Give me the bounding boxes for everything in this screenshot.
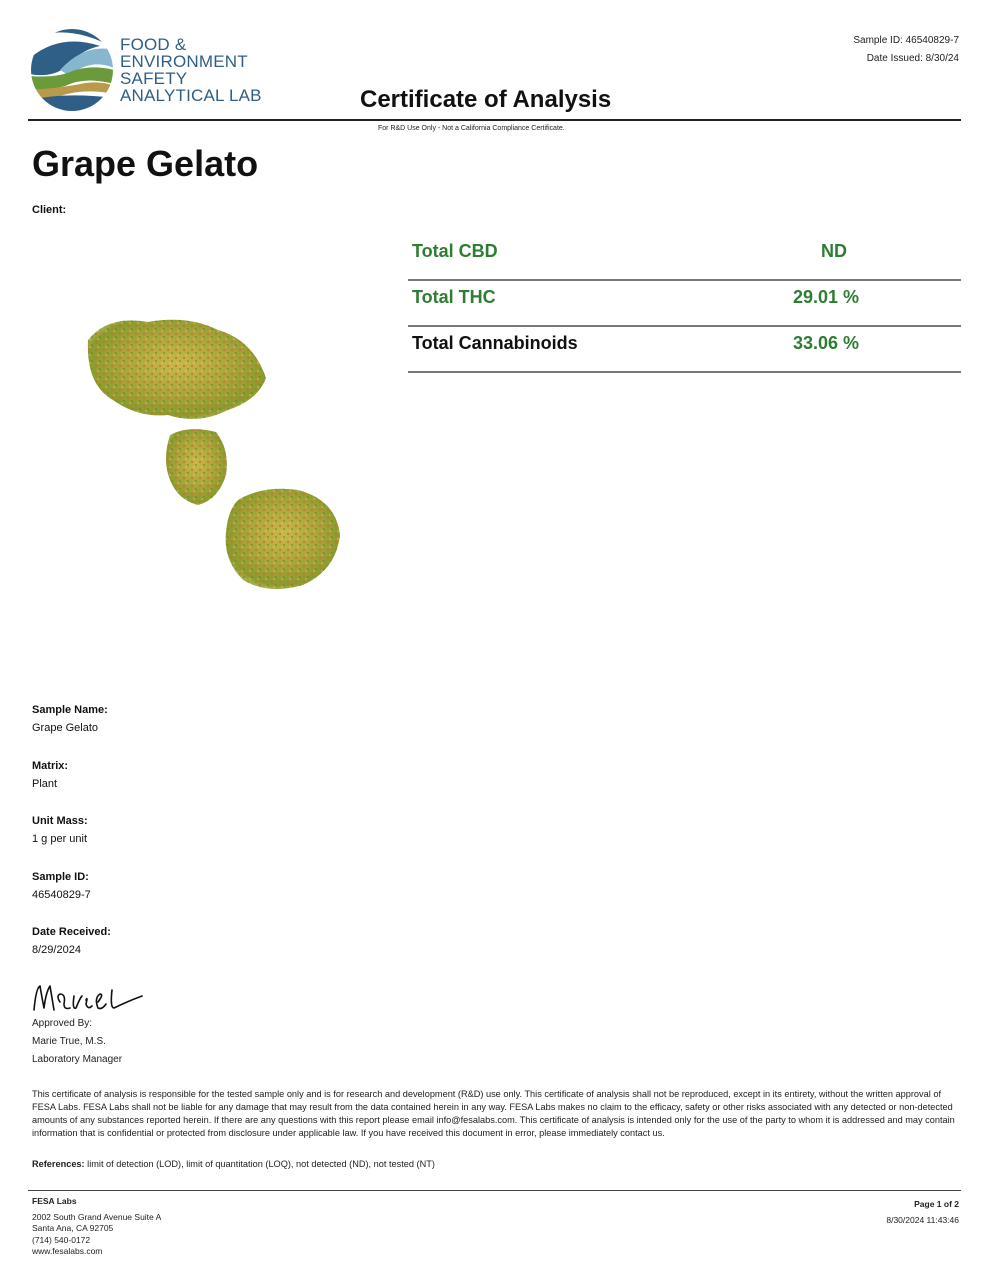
field-value: 8/29/2024 xyxy=(32,944,81,956)
product-name: Grape Gelato xyxy=(32,143,259,184)
summary-row-total-thc xyxy=(408,281,961,327)
header-divider xyxy=(28,119,961,121)
footer-page-info xyxy=(886,1196,959,1228)
summary-row-total-cannabinoids xyxy=(408,327,961,373)
document-title: Certificate of Analysis xyxy=(360,86,612,113)
summary-value: 33.06 % xyxy=(793,333,860,353)
field-value: 46540829-7 xyxy=(32,889,91,901)
logo-line: FOOD & xyxy=(120,35,187,54)
footer-timestamp: 8/30/2024 11:43:46 xyxy=(886,1215,959,1225)
sample-id-field xyxy=(32,868,91,904)
references xyxy=(32,1159,435,1169)
lab-logo xyxy=(30,28,270,114)
sample-name-field xyxy=(32,701,108,737)
logo-line: SAFETY xyxy=(120,69,188,88)
address-line: www.fesalabs.com xyxy=(32,1246,103,1256)
approved-by-label: Approved By: xyxy=(32,1018,93,1029)
unit-mass-field xyxy=(32,812,88,848)
client-label: Client: xyxy=(32,204,67,216)
footer-company: FESA Labs xyxy=(32,1196,77,1206)
field-label: Matrix: xyxy=(32,760,69,772)
field-label: Sample ID: xyxy=(32,871,89,883)
approval-block xyxy=(32,1015,122,1069)
lab-logo-icon xyxy=(30,28,114,112)
field-value: Plant xyxy=(32,778,58,790)
field-label: Sample Name: xyxy=(32,704,108,716)
field-label: Unit Mass: xyxy=(32,815,88,827)
field-value: 1 g per unit xyxy=(32,833,88,845)
summary-label: Total THC xyxy=(412,287,496,307)
field-value: Grape Gelato xyxy=(32,722,99,734)
references-label: References: xyxy=(32,1159,85,1169)
address-line: 2002 South Grand Avenue Suite A xyxy=(32,1211,162,1222)
summary-value: 29.01 % xyxy=(793,287,860,307)
references-text: limit of detection (LOD), limit of quantitation (LOQ), not detected (ND), not tested (NT) xyxy=(87,1159,435,1169)
signature xyxy=(30,978,160,1018)
summary-label: Total Cannabinoids xyxy=(412,333,578,353)
footer-divider xyxy=(28,1190,961,1191)
approver-name: Marie True, M.S. xyxy=(32,1036,106,1047)
address-line: Santa Ana, CA 92705 xyxy=(32,1223,114,1233)
address-line: (714) 540-0172 xyxy=(32,1234,91,1245)
logo-line: ENVIRONMENT xyxy=(120,52,248,71)
summary-row-total-cbd xyxy=(408,235,961,281)
product-photo xyxy=(78,300,358,610)
field-label: Date Received: xyxy=(32,926,111,938)
approver-role: Laboratory Manager xyxy=(32,1054,123,1065)
lab-logo-text xyxy=(120,36,262,104)
date-received-field xyxy=(32,923,111,959)
footer-address xyxy=(32,1196,161,1258)
page-number: Page 1 of 2 xyxy=(914,1199,959,1209)
legal-notice: This certificate of analysis is responsible for the tested sample only and is for research and development (R&D) use only. This certificate of analysis shall not be reproduced, except in its entirety, without the written approval of FESA Labs. FESA Labs shall not be liable for any damage that may result from the data contained herein in any way. FESA Labs makes no claim to the efficacy, safety or other risks associated with any detected or non-detected amounts of any substances reported herein. If there are any questions with this report please email info@fesalabs.com. This certificate of analysis is intended only for the use of the party to whom it is addressed and may contain information that is confidential or protected from disclosure under applicable law. If you have received this document in error, please immediately contact us. xyxy=(32,1089,955,1138)
logo-line: ANALYTICAL LAB xyxy=(120,86,262,105)
header-sample-id: Sample ID: 46540829-7 xyxy=(853,35,959,46)
header-meta xyxy=(853,32,959,68)
summary-label: Total CBD xyxy=(412,241,498,261)
matrix-field xyxy=(32,757,68,793)
cannabinoid-summary xyxy=(408,235,961,373)
summary-value: ND xyxy=(821,241,847,261)
header-date-issued: Date Issued: 8/30/24 xyxy=(866,53,959,64)
compliance-disclaimer: For R&D Use Only - Not a California Compliance Certificate. xyxy=(378,125,565,132)
